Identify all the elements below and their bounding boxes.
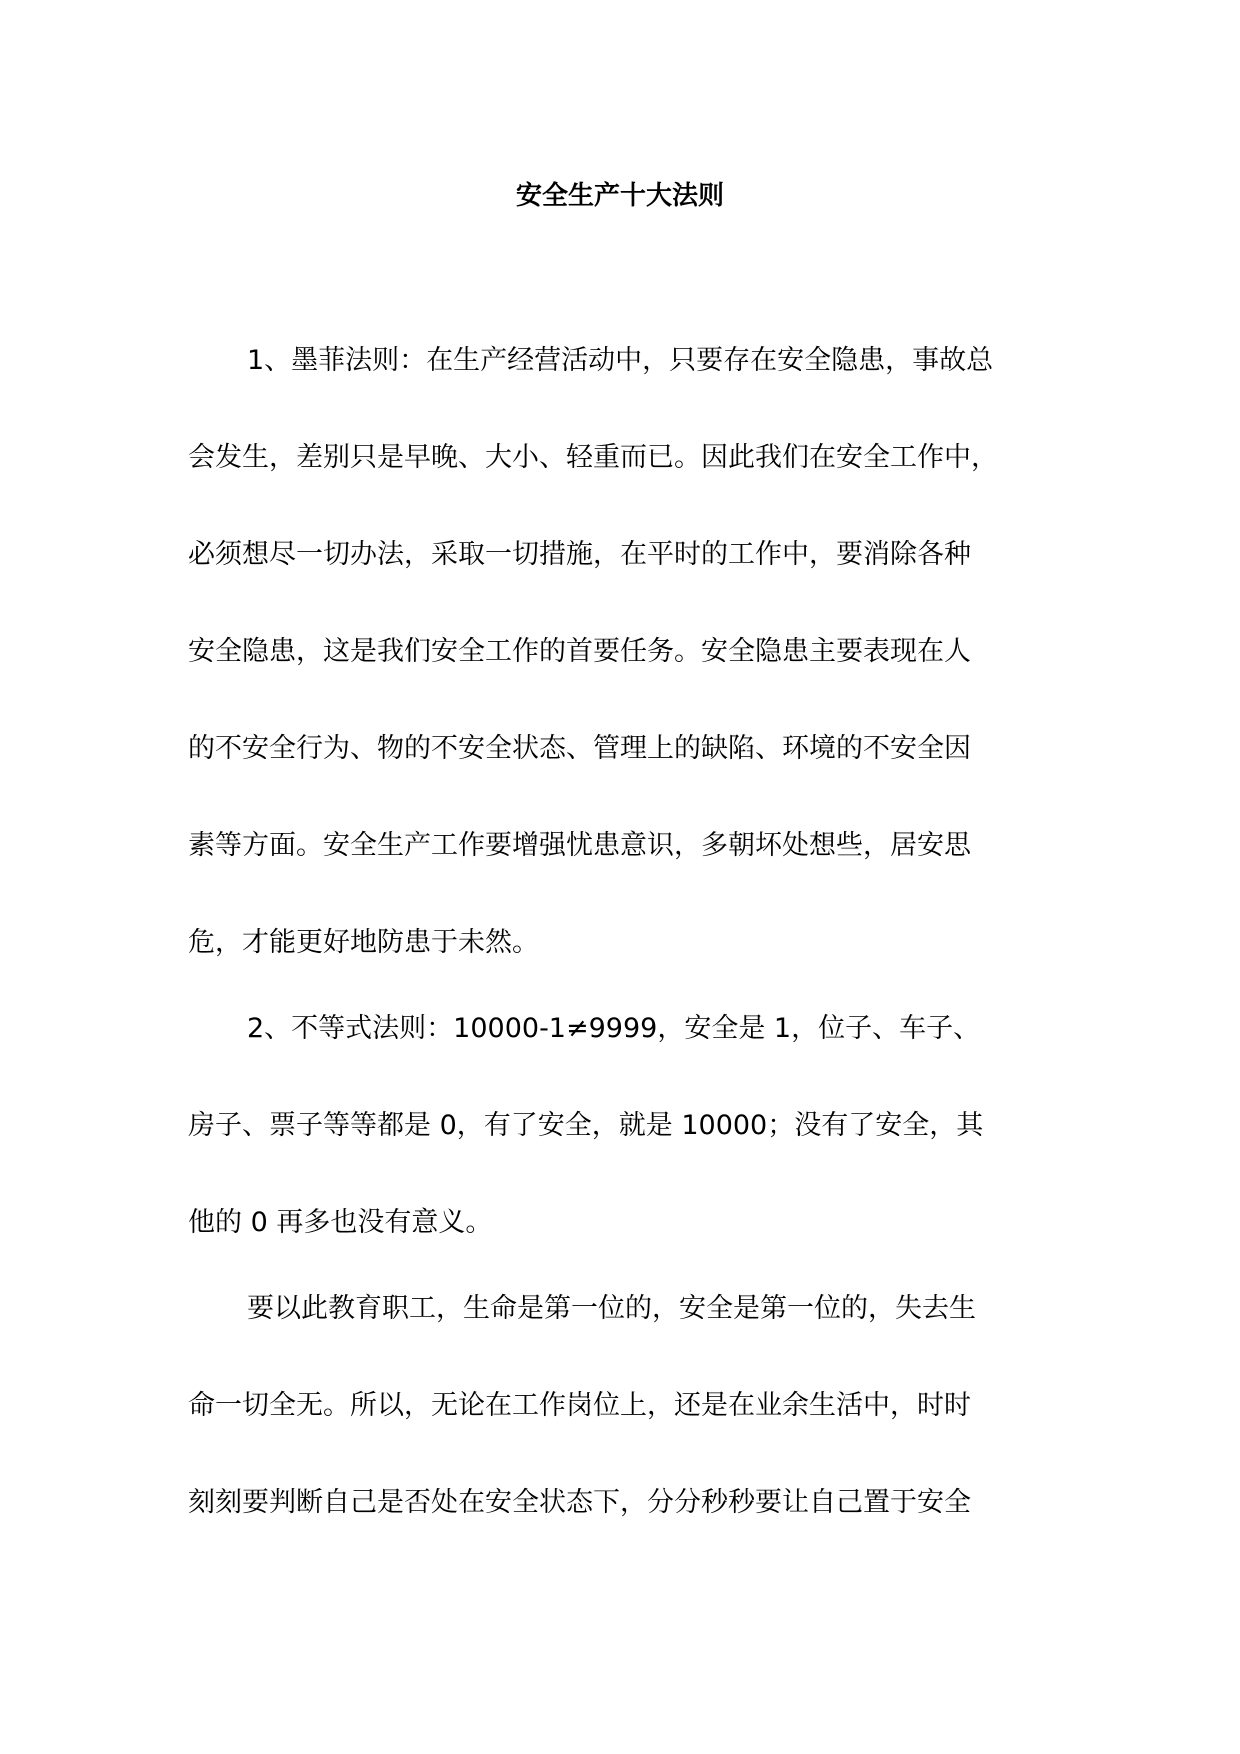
body-line: 的不安全行为、物的不安全状态、管理上的缺陷、环境的不安全因: [188, 733, 971, 764]
body-line: 危，才能更好地防患于未然。: [188, 927, 539, 958]
body-line: 1、墨菲法则：在生产经营活动中，只要存在安全隐患，事故总: [247, 345, 994, 376]
body-line: 他的 0 再多也没有意义。: [188, 1207, 493, 1238]
document-title: 安全生产十大法则: [515, 181, 724, 211]
body-line: 素等方面。安全生产工作要增强忧患意识，多朝坏处想些，居安思: [188, 830, 971, 861]
body-line: 刻刻要判断自己是否处在安全状态下，分分秒秒要让自己置于安全: [188, 1487, 971, 1518]
body-line: 房子、票子等等都是 0，有了安全，就是 10000；没有了安全，其: [188, 1110, 984, 1141]
body-line: 要以此教育职工，生命是第一位的，安全是第一位的，失去生: [247, 1293, 976, 1324]
body-line: 必须想尽一切办法，采取一切措施，在平时的工作中，要消除各种: [188, 539, 971, 570]
body-line: 命一切全无。所以，无论在工作岗位上，还是在业余生活中，时时: [188, 1390, 971, 1421]
body-line: 会发生，差别只是早晚、大小、轻重而已。因此我们在安全工作中，: [188, 442, 998, 473]
body-line: 2、不等式法则：10000-1≠9999，安全是 1，位子、车子、: [247, 1013, 981, 1044]
body-line: 安全隐患，这是我们安全工作的首要任务。安全隐患主要表现在人: [188, 636, 971, 667]
